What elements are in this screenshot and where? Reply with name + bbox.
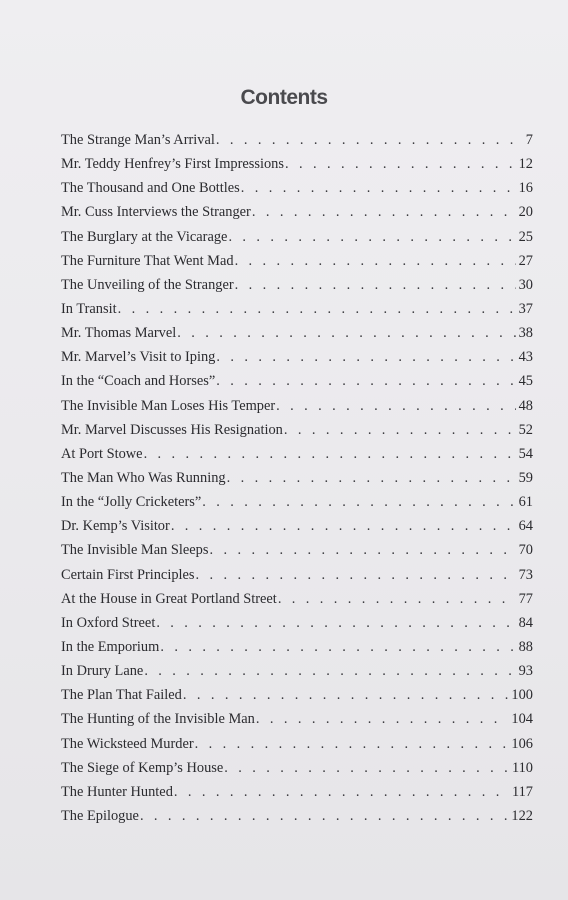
chapter-title: The Plan That Failed (61, 687, 182, 704)
dot-leader (156, 611, 515, 635)
toc-entry (61, 345, 533, 369)
page-number: 84 (518, 614, 533, 631)
chapter-title: The Wicksteed Murder (61, 735, 194, 752)
page-number: 25 (518, 228, 533, 245)
chapter-title: The Thousand and One Bottles (61, 180, 240, 197)
dot-leader (195, 732, 509, 756)
toc-entry (61, 200, 533, 224)
toc-entry (61, 394, 533, 418)
dot-leader (216, 128, 518, 152)
dot-leader (284, 418, 516, 442)
page-number: 110 (511, 759, 533, 776)
dot-leader (171, 514, 516, 538)
toc-entry (61, 369, 533, 393)
toc-entry (61, 707, 533, 731)
toc-entry (61, 611, 533, 635)
dot-leader (202, 490, 515, 514)
dot-leader (235, 249, 516, 273)
toc-entry (61, 176, 533, 200)
toc-entry (61, 514, 533, 538)
chapter-title: The Unveiling of the Stranger (61, 276, 234, 293)
chapter-title: The Burglary at the Vicarage (61, 228, 228, 245)
chapter-title: The Hunter Hunted (61, 783, 173, 800)
toc-entry (61, 297, 533, 321)
dot-leader (285, 152, 516, 176)
chapter-title: Certain First Principles (61, 566, 195, 583)
dot-leader (224, 756, 509, 780)
chapter-title: In the Emporium (61, 638, 160, 655)
page-number: 100 (511, 687, 533, 704)
dot-leader (278, 587, 516, 611)
chapter-title: At the House in Great Portland Street (61, 590, 277, 607)
page-number: 37 (518, 300, 533, 317)
page-number: 30 (518, 276, 533, 293)
page-number: 20 (518, 204, 533, 221)
toc-entry (61, 490, 533, 514)
chapter-title: The Strange Man’s Arrival (61, 132, 215, 148)
page-number: 70 (518, 542, 533, 559)
chapter-title: In Transit (61, 300, 117, 317)
toc-entry (61, 587, 533, 611)
toc-entry (61, 128, 533, 152)
chapter-title: Mr. Teddy Henfrey’s First Impressions (61, 156, 284, 173)
toc-entry (61, 563, 533, 587)
page-number: 38 (518, 325, 533, 342)
toc-entry (61, 225, 533, 249)
chapter-title: Mr. Marvel Discusses His Resignation (61, 421, 283, 438)
chapter-title: Mr. Thomas Marvel (61, 325, 177, 342)
dot-leader (276, 394, 515, 418)
toc-entry (61, 273, 533, 297)
page-number: 27 (518, 252, 533, 269)
dot-leader (235, 273, 516, 297)
page-number: 122 (511, 807, 533, 824)
page-number: 88 (518, 638, 533, 655)
dot-leader (196, 563, 516, 587)
dot-leader (144, 442, 516, 466)
page-number: 16 (518, 180, 533, 197)
page-number: 59 (518, 469, 533, 486)
chapter-title: The Furniture That Went Mad (61, 252, 234, 269)
dot-leader (216, 345, 515, 369)
dot-leader (227, 466, 516, 490)
page-number: 43 (518, 349, 533, 366)
page-number: 54 (518, 445, 533, 462)
toc-entry (61, 538, 533, 562)
toc-entry (61, 466, 533, 490)
dot-leader (256, 707, 509, 731)
chapter-title: Mr. Marvel’s Visit to Iping (61, 349, 216, 366)
toc-entry (61, 780, 533, 804)
dot-leader (160, 635, 515, 659)
chapter-title: At Port Stowe (61, 445, 143, 462)
chapter-title: In the “Coach and Horses” (61, 373, 216, 390)
chapter-title: The Epilogue (61, 807, 139, 824)
page-number: 12 (518, 156, 533, 173)
page-number: 104 (511, 711, 533, 728)
page-number: 73 (518, 566, 533, 583)
dot-leader (216, 369, 515, 393)
toc-entry (61, 152, 533, 176)
toc-entry (61, 659, 533, 683)
dot-leader (140, 804, 508, 828)
page-number: 7 (525, 132, 533, 148)
page-number: 117 (511, 783, 533, 800)
page-number: 52 (518, 421, 533, 438)
toc-entry (61, 321, 533, 345)
dot-leader (183, 683, 509, 707)
page-number: 45 (518, 373, 533, 390)
toc-entry (61, 683, 533, 707)
chapter-title: In the “Jolly Cricketers” (61, 494, 202, 511)
dot-leader (228, 225, 515, 249)
toc-entry (61, 442, 533, 466)
chapter-title: In Oxford Street (61, 614, 156, 631)
chapter-title: The Invisible Man Sleeps (61, 542, 209, 559)
toc-entry (61, 418, 533, 442)
dot-leader (209, 538, 515, 562)
page-number: 93 (518, 663, 533, 680)
chapter-title: The Siege of Kemp’s House (61, 759, 224, 776)
chapter-title: The Man Who Was Running (61, 469, 226, 486)
page-number: 106 (511, 735, 533, 752)
dot-leader (144, 659, 515, 683)
chapter-title: Dr. Kemp’s Visitor (61, 518, 170, 535)
dot-leader (241, 176, 516, 200)
chapter-title: The Hunting of the Invisible Man (61, 711, 255, 728)
chapter-title: The Invisible Man Loses His Temper (61, 397, 276, 414)
page-title: Contents (240, 86, 328, 109)
dot-leader (177, 321, 515, 345)
page-number: 61 (518, 494, 533, 511)
dot-leader (118, 297, 516, 321)
table-of-contents (61, 128, 533, 828)
page-number: 48 (518, 397, 533, 414)
chapter-title: Mr. Cuss Interviews the Stranger (61, 204, 251, 221)
toc-entry (61, 756, 533, 780)
page-number: 77 (518, 590, 533, 607)
chapter-title: In Drury Lane (61, 663, 144, 680)
toc-entry (61, 249, 533, 273)
toc-entry (61, 804, 533, 828)
toc-entry (61, 732, 533, 756)
page-number: 64 (518, 518, 533, 535)
toc-entry (61, 635, 533, 659)
dot-leader (252, 200, 516, 224)
dot-leader (174, 780, 509, 804)
